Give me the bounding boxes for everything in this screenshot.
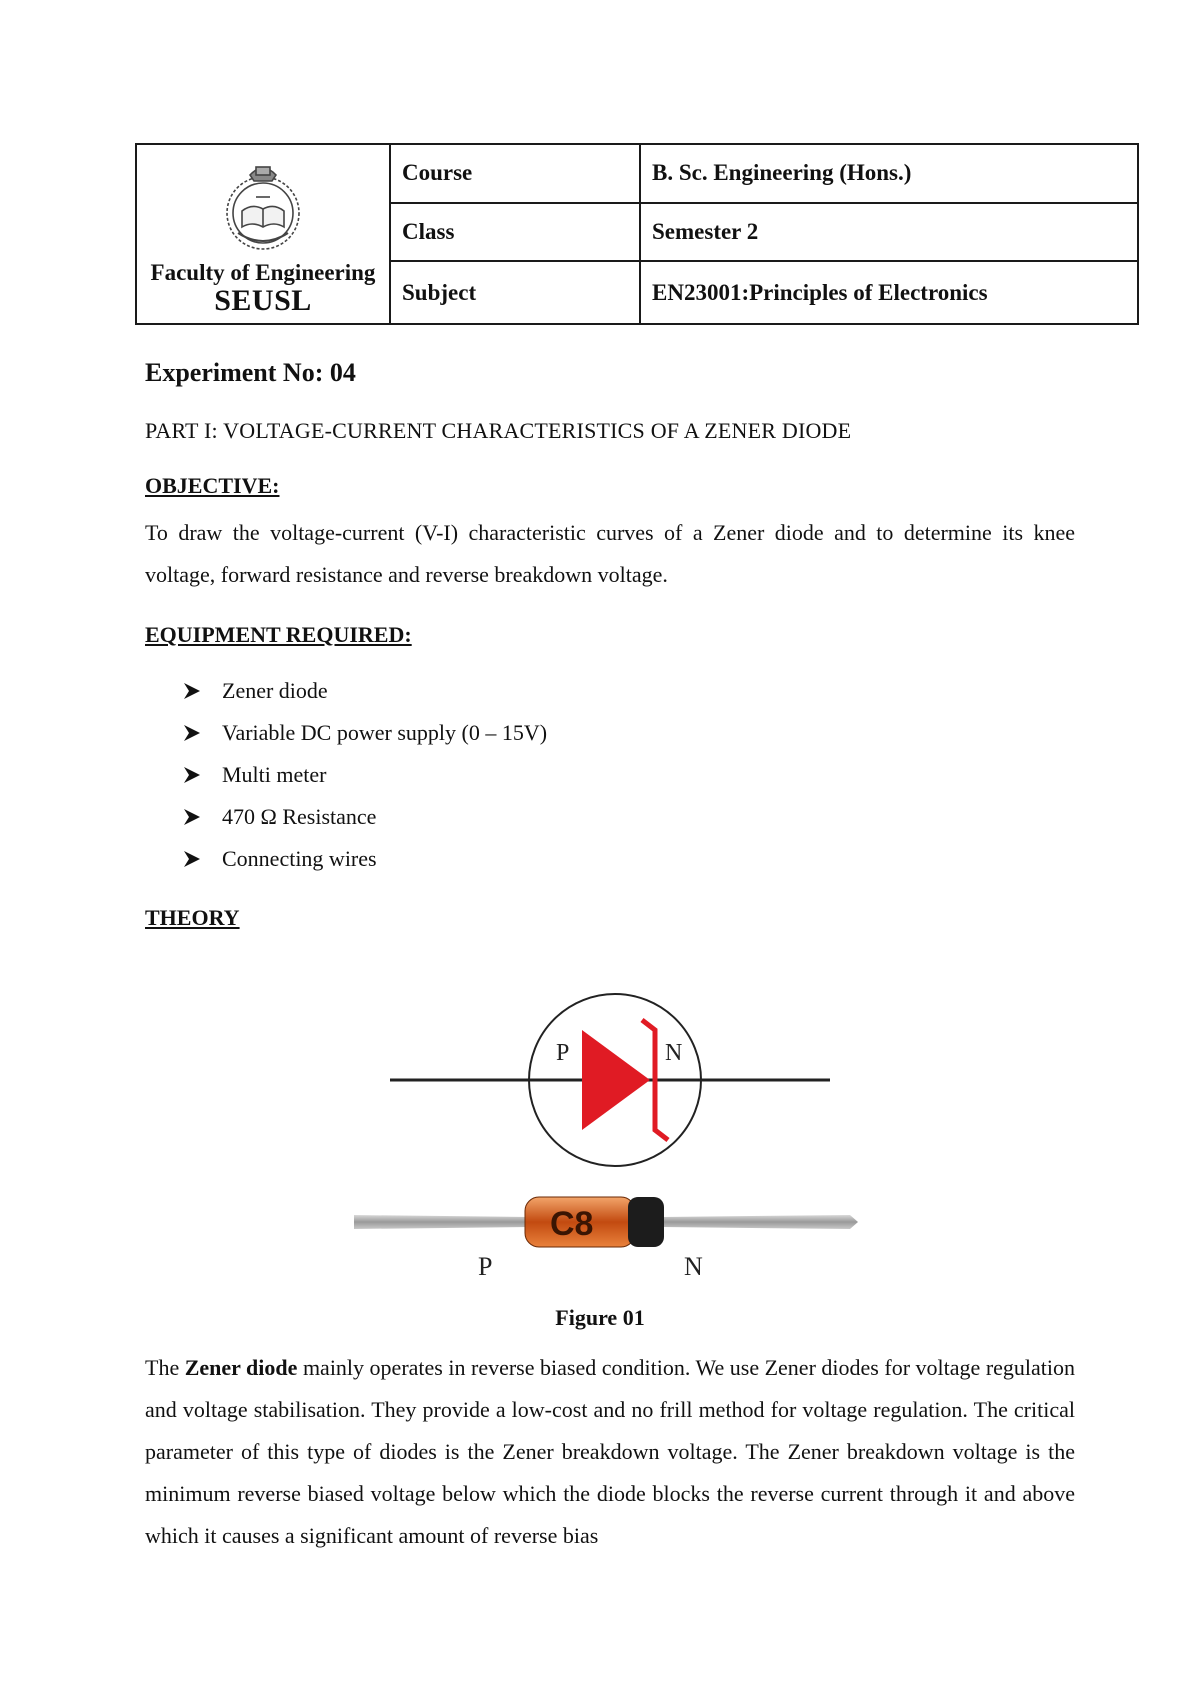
class-value: Semester 2 — [640, 203, 1138, 262]
zener-diode-term: Zener diode — [184, 1355, 298, 1380]
theory-paragraph — [145, 1347, 1075, 1557]
experiment-title: Experiment No: 04 — [145, 358, 356, 387]
equipment-item: Connecting wires — [222, 846, 377, 871]
svg-text:C8: C8 — [550, 1205, 594, 1243]
arrow-bullet-icon — [182, 849, 204, 869]
equipment-item: Multi meter — [222, 762, 327, 787]
theory-text-start: The — [145, 1355, 185, 1380]
symbol-p-label: P — [556, 1040, 570, 1066]
subject-value: EN23001:Principles of Electronics — [640, 261, 1138, 324]
institution-name: SEUSL — [214, 284, 312, 317]
logo-cell — [136, 144, 390, 324]
class-label: Class — [390, 203, 640, 262]
university-crest-icon — [220, 157, 306, 257]
subject-label: Subject — [390, 261, 640, 324]
theory-text-rest: mainly operates in reverse biased condition. We use Zener diodes for voltage regulation and voltage stabilisation. They provide a low-cost and no frill method for voltage regulation. The critical parameter of this type of diodes is the Zener breakdown voltage. The Zener breakdown voltage is the minimum reverse biased voltage below which the diode blocks the reverse current through it and above which it causes a significant amount of reverse bias — [145, 1355, 1076, 1548]
header-table — [135, 143, 1139, 325]
zener-diode-photo-icon — [354, 1197, 858, 1281]
arrow-bullet-icon — [182, 681, 204, 701]
arrow-bullet-icon — [182, 723, 204, 743]
theory-heading: THEORY — [145, 905, 240, 930]
list-item — [182, 796, 547, 838]
course-label: Course — [390, 144, 640, 203]
part-title: PART I: VOLTAGE-CURRENT CHARACTERISTICS OF A ZENER DIODE — [145, 418, 852, 443]
zener-symbol-icon — [390, 994, 830, 1166]
arrow-bullet-icon — [182, 765, 204, 785]
equipment-item: 470 Ω Resistance — [222, 804, 377, 829]
list-item — [182, 712, 547, 754]
list-item — [182, 754, 547, 796]
objective-heading: OBJECTIVE: — [145, 473, 280, 498]
list-item — [182, 670, 547, 712]
symbol-n-label: N — [665, 1040, 683, 1066]
list-item — [182, 838, 547, 880]
objective-text: To draw the voltage-current (V-I) characteristic curves of a Zener diode and to determine its knee voltage, forward resistance and reverse breakdown voltage. — [145, 520, 1075, 587]
body-p-label: P — [478, 1252, 493, 1281]
equipment-heading: EQUIPMENT REQUIRED: — [145, 622, 412, 647]
equipment-item: Zener diode — [222, 678, 328, 703]
faculty-name: Faculty of Engineering — [150, 260, 376, 285]
equipment-list — [182, 670, 547, 880]
figure-caption: Figure 01 — [555, 1305, 645, 1330]
zener-diode-figure — [350, 985, 880, 1305]
body-n-label: N — [684, 1252, 703, 1281]
course-value: B. Sc. Engineering (Hons.) — [640, 144, 1138, 203]
arrow-bullet-icon — [182, 807, 204, 827]
equipment-item: Variable DC power supply (0 – 15V) — [222, 720, 548, 745]
